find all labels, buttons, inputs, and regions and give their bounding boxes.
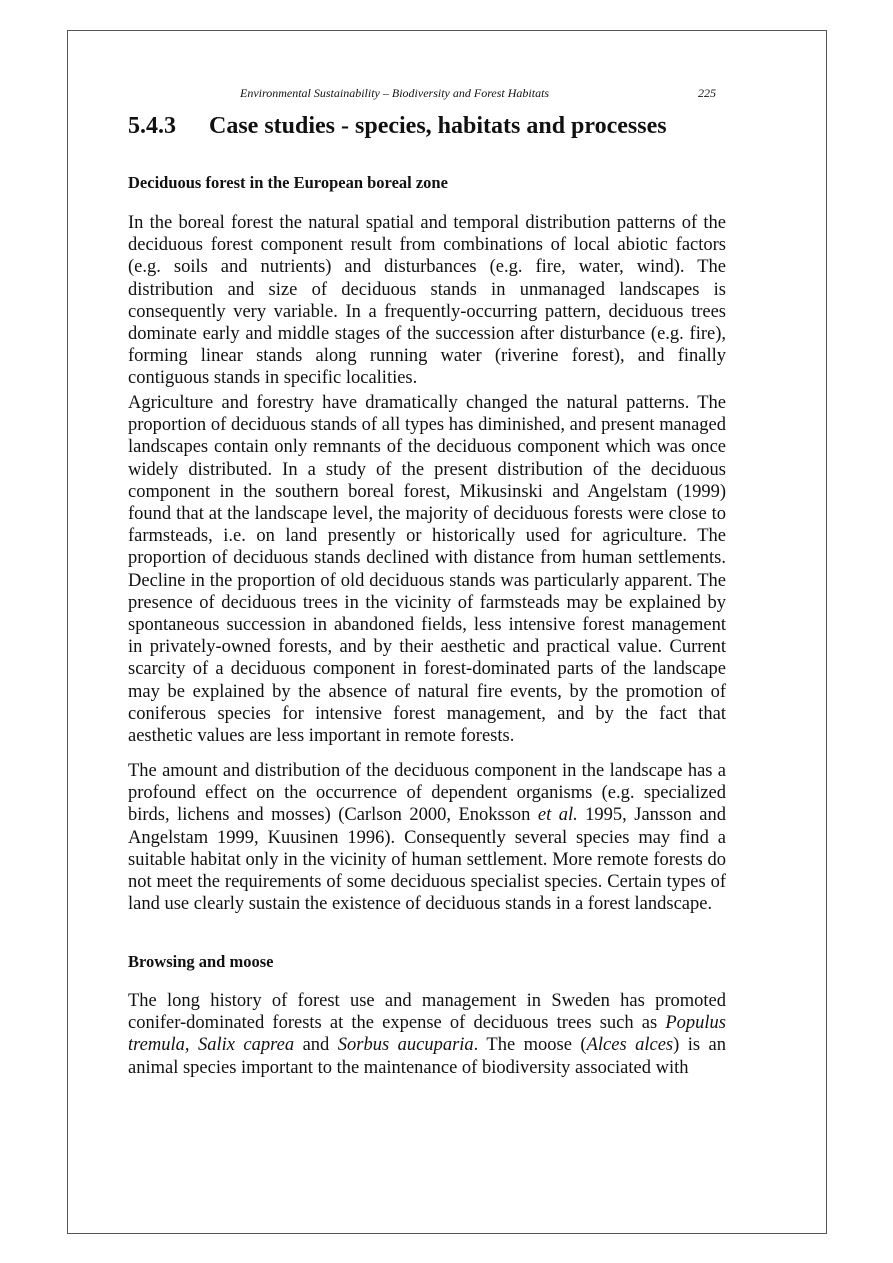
p3-text-a: The amount and distribution of the deciduous component in the landscape has a profound effect on the occurrence of dependent organisms (e.g. specialized birds, lichens and mosses) (Carlson 2000, Enoksson [128, 761, 726, 826]
subsection-heading-deciduous: Deciduous forest in the European boreal zone [128, 173, 448, 192]
paragraph-dependent-organisms [128, 760, 726, 915]
p3-text-b: 1995, Jansson and Angelstam 1999, Kuusinen 1996). Consequently several species may find a suitable habitat only in the vicinity of human settlement. More remote forests do not meet the requirements of some deciduous specialist species. Certain types of land use clearly sustain the existence of deciduous stands in a forest landscape. [128, 805, 726, 915]
subsection-heading-browsing: Browsing and moose [128, 952, 274, 971]
running-title: Environmental Sustainability – Biodiversity and Forest Habitats [240, 86, 550, 100]
section-number: 5.4.3 [128, 113, 176, 139]
section-title: Case studies - species, habitats and processes [209, 113, 667, 139]
browsing-text-b: . The moose ( [473, 1035, 587, 1056]
paragraph-boreal-patterns: In the boreal forest the natural spatial and temporal distribution patterns of the deciduous forest component result from combinations of local abiotic factors (e.g. soils and nutrients) and disturbances (e.g. fire, water, wind). The distribution and size of deciduous stands in unmanaged landscapes is consequently very variable. In a frequently-occurring pattern, deciduous trees dominate early and middle stages of the succession after disturbance (e.g. fire), forming linear stands along running water (riverine forest), and finally contiguous stands in specific localities. [128, 213, 726, 389]
running-header [0, 86, 893, 106]
species-salix: Salix caprea [197, 1035, 295, 1056]
species-separator: , [184, 1035, 198, 1056]
paragraph-agriculture-forestry: Agriculture and forestry have dramatically changed the natural patterns. The proportion of deciduous stands of all types has diminished, and present managed landscapes contain only remnants of the deciduous component which was once widely distributed. In a study of the present distribution of the deciduous component in the southern boreal forest, Mikusinski and Angelstam (1999) found that at the landscape level, the majority of deciduous forests were close to farmsteads, i.e. on land presently or historically used for agriculture. The proportion of deciduous stands declined with distance from human settlements. Decline in the proportion of old deciduous stands was particularly apparent. The presence of deciduous trees in the vicinity of farmsteads may be explained by spontaneous succession in abandoned fields, less intensive forest management in privately-owned forests, and by their aesthetic and practical value. Current scarcity of a deciduous component in forest-dominated parts of the landscape may be explained by the absence of natural fire events, by the promotion of coniferous species for intensive forest management, and by the fact that aesthetic values are less important in remote forests. [128, 393, 726, 747]
browsing-text-c: ) is an animal species important to the maintenance of biodiversity associated with [128, 1035, 727, 1078]
p3-italic-etal: et al. [537, 805, 578, 826]
paragraph-browsing-moose [128, 990, 726, 1079]
section-heading [128, 113, 667, 140]
species-and: and [294, 1035, 338, 1056]
species-populus: Populus tremula [128, 1013, 726, 1056]
species-sorbus: Sorbus aucuparia [337, 1035, 474, 1056]
browsing-text-a: The long history of forest use and management in Sweden has promoted conifer-dominated forests at the expense of deciduous trees such as [128, 991, 726, 1034]
species-alces: Alces alces [586, 1035, 674, 1056]
page-number: 225 [698, 86, 716, 100]
